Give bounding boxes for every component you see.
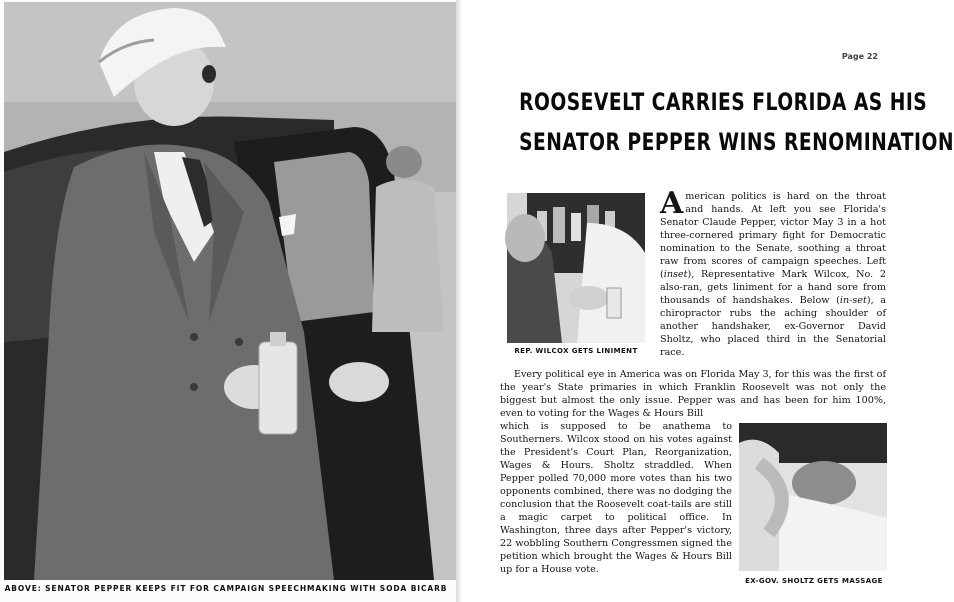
body-paragraph-2: Every political eye in America was on Florida May 3, for this was the first of the year's State primaries in which Franklin Roosevelt was not only the biggest but almost the only issue. Pepper was and has been for him 100%, even to voting for the Wages & Hours Bill	[500, 369, 886, 419]
left-page	[0, 0, 456, 602]
headline-line-1: ROOSEVELT CARRIES FLORIDA AS HIS	[519, 88, 928, 116]
body-paragraph-3: which is supposed to be anathema to Southerners. Wilcox stood on his votes against the President's Court Plan, Reorganization, Wages & Hours. Sholtz straddled. When Pepper polled 70,000 more votes than his two opponents combined, there was no dodging the conclusion that the Roosevelt coat-tails are still a magic carpet to political office. In Washington, three days after Pepper's victory, 22 wobbling Southern Congressmen signed the petition which brought the Wages & Hours Bill up for a House vote.	[500, 421, 732, 575]
wilcox-liniment-photo	[507, 193, 645, 343]
intro-text-inset: inset	[663, 269, 688, 280]
intro-text-part-2: ), Representative Mark Wilcox, No. 2 also-ran, gets liniment for a hand sore from thousands of handshakes. Below (	[660, 269, 886, 306]
left-photo-caption: ABOVE: SENATOR PEPPER KEEPS FIT FOR CAMPAIGN SPEECHMAKING WITH SODA BICARB	[4, 584, 448, 593]
lower-photo-caption: EX-GOV. SHOLTZ GETS MASSAGE	[745, 577, 883, 585]
senator-pepper-illustration	[4, 2, 456, 580]
sholtz-illustration	[739, 423, 887, 571]
page-number: Page 22	[841, 52, 878, 61]
inset-photo-caption: REP. WILCOX GETS LINIMENT	[514, 347, 638, 355]
headline-line-2: SENATOR PEPPER WINS RENOMINATION	[519, 128, 954, 156]
intro-text-part-1: merican politics is hard on the throat and hands. At left you see Florida's Senator Claude Pepper, victor May 3 in a hot three-cornered primary fight for Democratic nomination to the Senate, soothing a throat raw from scores of campaign speeches. Left (	[660, 191, 886, 280]
intro-text-inset-2: in-set	[839, 295, 867, 306]
intro-paragraph	[660, 186, 886, 359]
intro-text-part-3: ), a chiropractor rubs the aching shoulder of another handshaker, ex-Governor David Sholtz, who placed third in the Senatorial race.	[660, 295, 886, 358]
headline	[519, 82, 954, 162]
senator-pepper-photo	[4, 2, 456, 580]
right-page	[462, 0, 954, 602]
drop-cap: A	[660, 186, 684, 221]
wilcox-illustration	[507, 193, 645, 343]
sholtz-massage-photo	[739, 423, 887, 571]
